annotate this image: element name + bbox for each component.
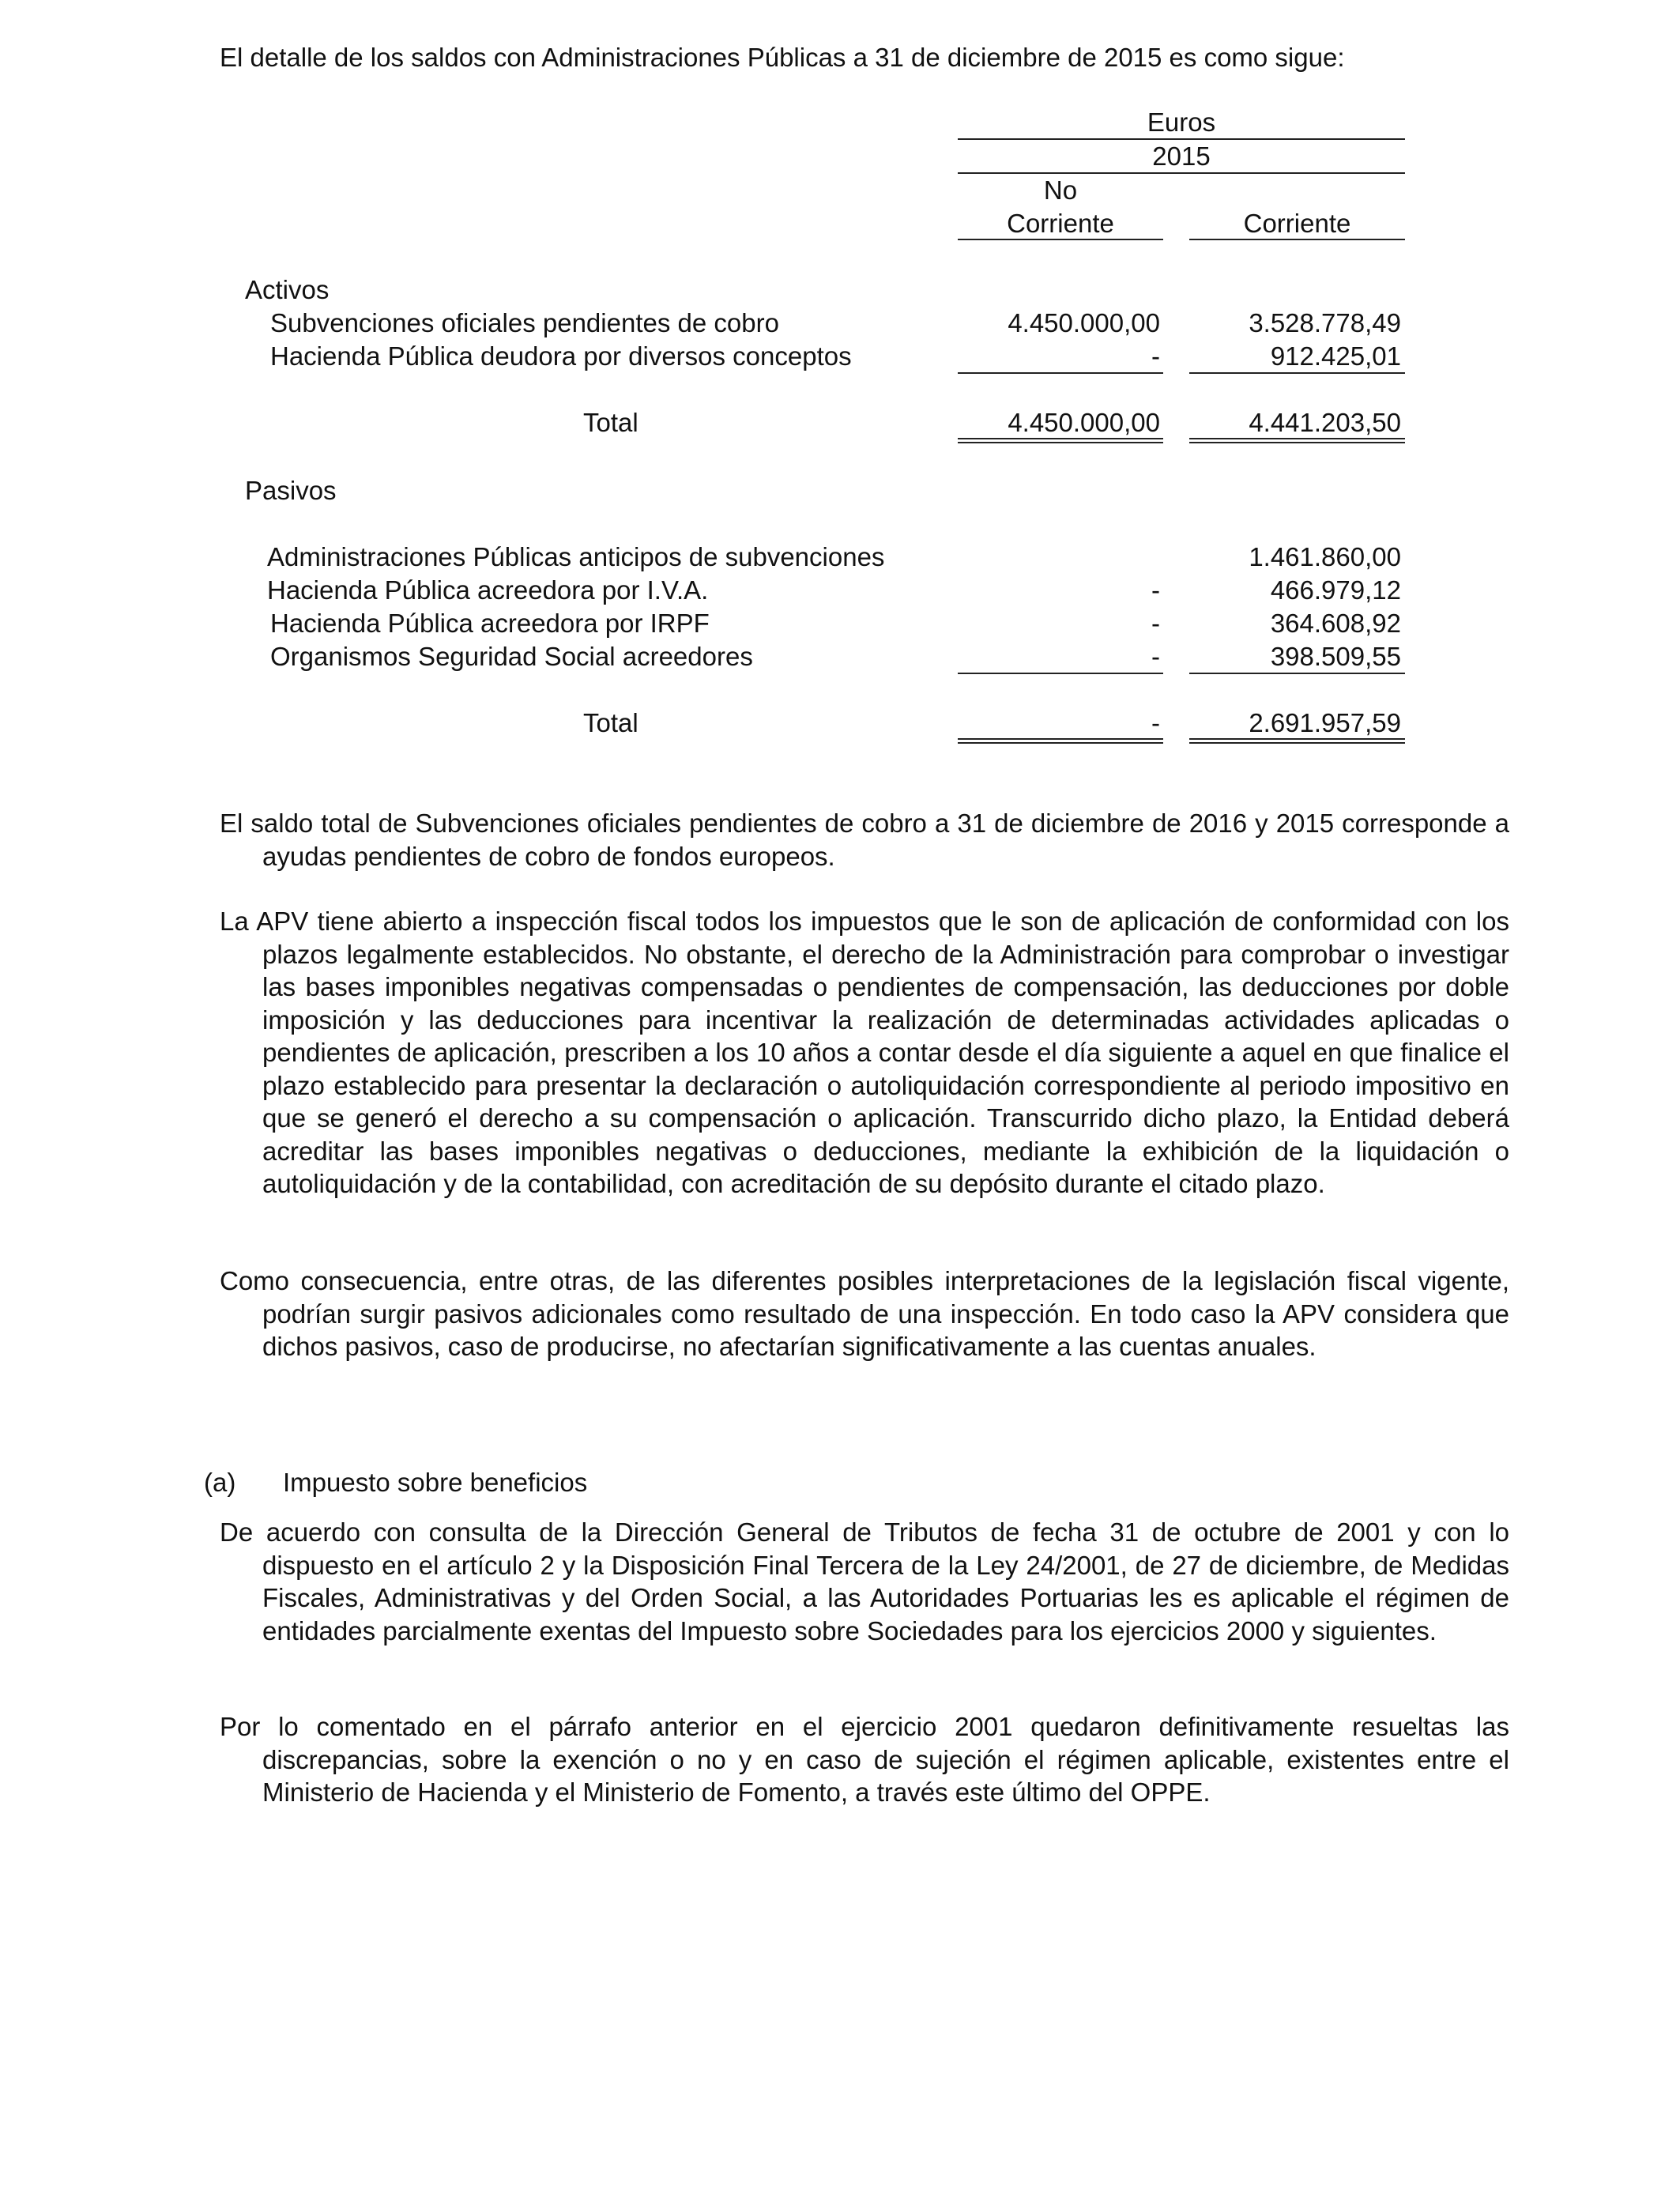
pasivos-total-rule-corriente bbox=[1189, 738, 1405, 740]
activos-row-corriente: 912.425,01 bbox=[1270, 341, 1401, 371]
paragraph-text: De acuerdo con consulta de la Dirección General de Tributos de fecha 31 de octubre de 2001 y con lo dispuesto en el artículo 2 y la Disposición Final Tercera de la Ley 24/2001, de 27 de diciembre, de Medidas Fiscales, Administrativas y del Orden Social, a las Autoridades Portuarias les es aplicable el régimen de entidades parcialmente exentas del Impuesto sobre Sociedades para los ejercicios 2000 y siguientes. bbox=[220, 1517, 1509, 1646]
paragraph-dgt bbox=[220, 1516, 1509, 1647]
pasivos-subtotal-rule-no-corriente bbox=[958, 673, 1163, 674]
activos-row-no-corriente: 4.450.000,00 bbox=[1008, 308, 1160, 337]
col-rule-no-corriente bbox=[958, 239, 1163, 240]
col-no-corriente-line1: No bbox=[1043, 175, 1078, 205]
pasivos-heading: Pasivos bbox=[245, 476, 337, 505]
paragraph-consecuencia bbox=[220, 1265, 1509, 1363]
paragraph-text: La APV tiene abierto a inspección fiscal todos los impuestos que le son de aplicación de conformidad con los plazos legalmente establecidos. No obstante, el derecho de la Administración para comprobar o investigar las bases imponibles negativas compensadas o pendientes de compensación, las deducciones por doble imposición y las deducciones para incentivar la realización de determinadas actividades aplicadas o pendientes de aplicación, prescriben a los 10 años a contar desde el día siguiente a aquel en que finalice el plazo establecido para presentar la declaración o autoliquidación correspondiente al periodo impositivo en que se generó el derecho a su compensación o aplicación. Transcurrido dicho plazo, la Entidad deberá acreditar las bases imponibles negativas o deducciones, mediante la exhibición de la liquidación o autoliquidación y de la contabilidad, con acreditación de su depósito durante el citado plazo. bbox=[220, 907, 1509, 1198]
pasivos-total-rule-no-corriente bbox=[958, 738, 1163, 740]
paragraph-text: El saldo total de Subvenciones oficiales pendientes de cobro a 31 de diciembre de 2016 y 2015 corresponde a ayudas pendientes de cobro de fondos europeos. bbox=[220, 809, 1509, 871]
paragraph-subvenciones bbox=[220, 807, 1509, 873]
pasivos-row-label: Hacienda Pública acreedora por I.V.A. bbox=[267, 575, 709, 605]
activos-total-rule-no-corriente bbox=[958, 438, 1163, 439]
pasivos-row-no-corriente: - bbox=[1151, 609, 1160, 638]
activos-total-rule-corriente bbox=[1189, 438, 1405, 439]
pasivos-subtotal-rule-corriente bbox=[1189, 673, 1405, 674]
activos-total-no-corriente: 4.450.000,00 bbox=[1008, 408, 1160, 437]
section-marker: (a) bbox=[204, 1468, 236, 1497]
paragraph-inspeccion bbox=[220, 905, 1509, 1201]
pasivos-row-corriente: 398.509,55 bbox=[1270, 642, 1401, 671]
pasivos-row-corriente: 1.461.860,00 bbox=[1249, 542, 1401, 571]
paragraph-text: Por lo comentado en el párrafo anterior en el ejercicio 2001 quedaron definitivamente resueltas las discrepancias, sobre la exención o no y en caso de sujeción el régimen aplicable, existentes entre el Ministerio de Hacienda y el Ministerio de Fomento, a través este último del OPPE. bbox=[220, 1712, 1509, 1807]
activos-row-label: Hacienda Pública deudora por diversos conceptos bbox=[270, 341, 852, 371]
activos-heading: Activos bbox=[245, 275, 330, 304]
pasivos-total-no-corriente: - bbox=[1151, 708, 1160, 737]
section-title: Impuesto sobre beneficios bbox=[283, 1468, 588, 1497]
activos-total-corriente: 4.441.203,50 bbox=[1249, 408, 1401, 437]
pasivos-row-corriente: 466.979,12 bbox=[1270, 575, 1401, 605]
activos-subtotal-rule-corriente bbox=[1189, 372, 1405, 374]
activos-row-no-corriente: - bbox=[1151, 341, 1160, 371]
unit-header: Euros bbox=[1147, 107, 1216, 137]
pasivos-row-label: Administraciones Públicas anticipos de subvenciones bbox=[267, 542, 885, 571]
paragraph-text: Como consecuencia, entre otras, de las diferentes posibles interpretaciones de la legislación fiscal vigente, podrían surgir pasivos adicionales como resultado de una inspección. En todo caso la APV considera que dichos pasivos, caso de producirse, no afectarían significativamente a las cuentas anuales. bbox=[220, 1266, 1509, 1361]
activos-total-double-rule-no-corriente bbox=[958, 442, 1163, 443]
col-no-corriente-line2: Corriente bbox=[1007, 209, 1114, 238]
activos-row-label: Subvenciones oficiales pendientes de cobro bbox=[270, 308, 779, 337]
col-corriente: Corriente bbox=[1243, 209, 1351, 238]
activos-total-double-rule-corriente bbox=[1189, 442, 1405, 443]
paragraph-discrepancias bbox=[220, 1710, 1509, 1809]
pasivos-total-corriente: 2.691.957,59 bbox=[1249, 708, 1401, 737]
pasivos-row-corriente: 364.608,92 bbox=[1270, 609, 1401, 638]
intro-text: El detalle de los saldos con Administraciones Públicas a 31 de diciembre de 2015 es como sigue: bbox=[220, 43, 1345, 72]
pasivos-row-no-corriente: - bbox=[1151, 575, 1160, 605]
pasivos-total-double-rule-no-corriente bbox=[958, 742, 1163, 744]
pasivos-row-label: Hacienda Pública acreedora por IRPF bbox=[270, 609, 710, 638]
activos-row-corriente: 3.528.778,49 bbox=[1249, 308, 1401, 337]
pasivos-total-double-rule-corriente bbox=[1189, 742, 1405, 744]
pasivos-row-no-corriente: - bbox=[1151, 642, 1160, 671]
col-rule-corriente bbox=[1189, 239, 1405, 240]
activos-total-label: Total bbox=[583, 408, 638, 437]
pasivos-row-label: Organismos Seguridad Social acreedores bbox=[270, 642, 753, 671]
pasivos-total-label: Total bbox=[583, 708, 638, 737]
activos-subtotal-rule-no-corriente bbox=[958, 372, 1163, 374]
year-header: 2015 bbox=[1152, 141, 1211, 171]
